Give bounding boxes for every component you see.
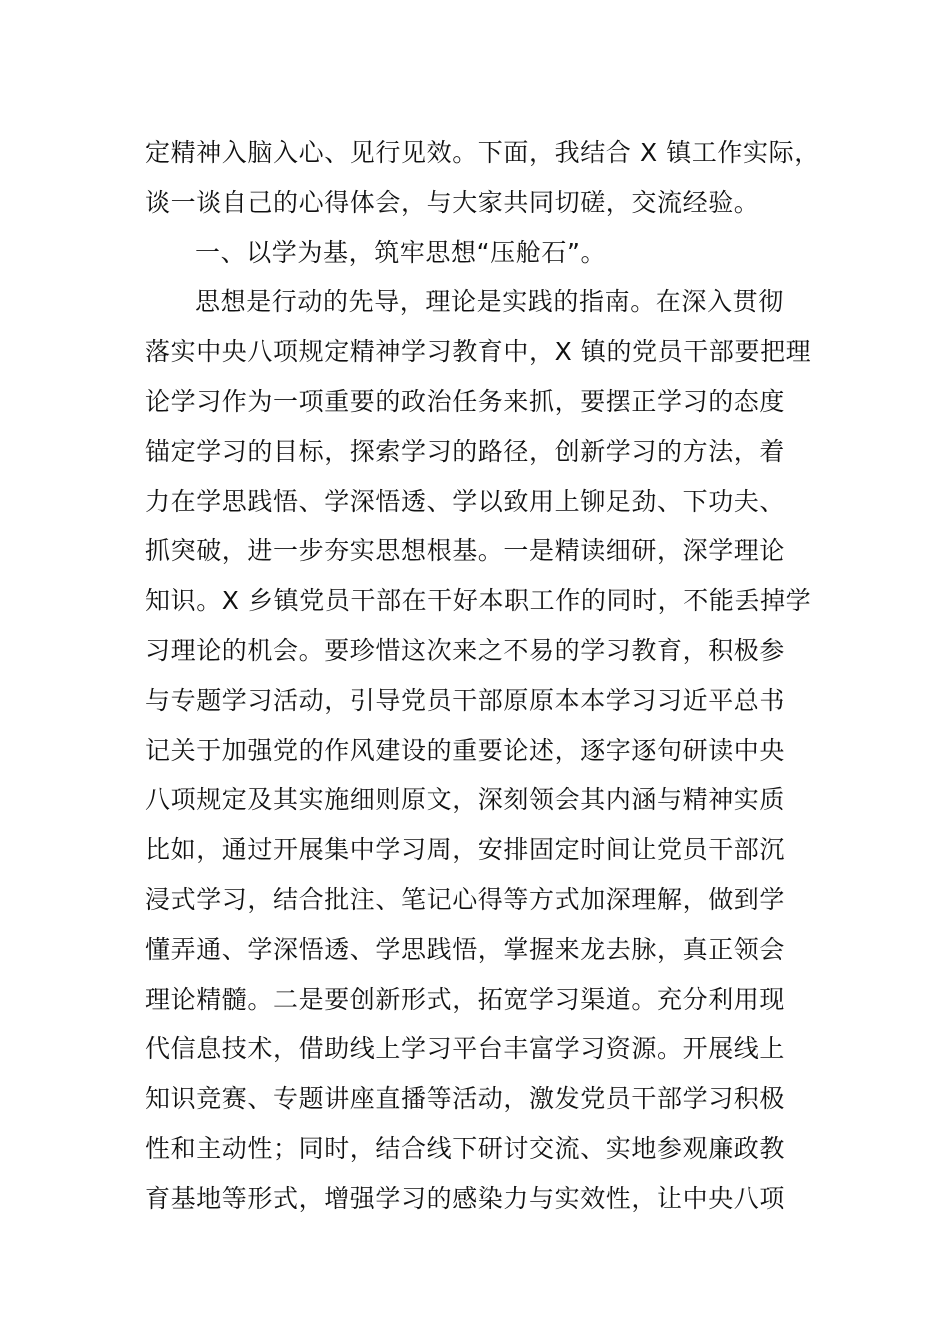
text-line: 代信息技术，借助线上学习平台丰富学习资源。开展线上 xyxy=(145,1034,786,1064)
text-line: 论学习作为一项重要的政治任务来抓，要摆正学习的态度 xyxy=(145,386,786,416)
text-line: 抓突破，进一步夯实思想根基。一是精读细研，深学理论 xyxy=(145,536,786,566)
text-line: 力在学思践悟、学深悟透、学以致用上铆足劲、下功夫、 xyxy=(145,486,786,516)
text-line: 知识竞赛、专题讲座直播等活动，激发党员干部学习积极 xyxy=(145,1084,786,1114)
text-line: 性和主动性；同时，结合线下研讨交流、实地参观廉政教 xyxy=(145,1133,786,1163)
text-line: 谈一谈自己的心得体会，与大家共同切磋，交流经验。 xyxy=(145,187,760,217)
text-line: 习理论的机会。要珍惜这次来之不易的学习教育，积极参 xyxy=(145,635,786,665)
text-line: 锚定学习的目标，探索学习的路径，创新学习的方法，着 xyxy=(145,436,786,466)
text-line: 比如，通过开展集中学习周，安排固定时间让党员干部沉 xyxy=(145,835,786,865)
section-heading: 一、以学为基，筑牢思想“压舱石”。 xyxy=(195,237,607,267)
text-line: 落实中央八项规定精神学习教育中，X 镇的党员干部要把理 xyxy=(145,337,812,367)
text-line: 浸式学习，结合批注、笔记心得等方式加深理解，做到学 xyxy=(145,884,786,914)
text-line: 记关于加强党的作风建设的重要论述，逐字逐句研读中央 xyxy=(145,735,786,765)
text-line: 懂弄通、学深悟透、学思践悟，掌握来龙去脉，真正领会 xyxy=(145,934,786,964)
body-text xyxy=(145,128,825,1224)
text-line: 知识。X 乡镇党员干部在干好本职工作的同时，不能丢掉学 xyxy=(145,586,812,616)
text-line: 理论精髓。二是要创新形式，拓宽学习渠道。充分利用现 xyxy=(145,984,786,1014)
text-line: 定精神入脑入心、见行见效。下面，我结合 X 镇工作实际， xyxy=(145,138,820,167)
text-line: 育基地等形式，增强学习的感染力与实效性，让中央八项 xyxy=(145,1183,786,1213)
text-line: 八项规定及其实施细则原文，深刻领会其内涵与精神实质 xyxy=(145,785,786,815)
paragraph-first-line: 思想是行动的先导，理论是实践的指南。在深入贯彻 xyxy=(195,287,784,317)
text-line: 与专题学习活动，引导党员干部原原本本学习习近平总书 xyxy=(145,685,786,715)
